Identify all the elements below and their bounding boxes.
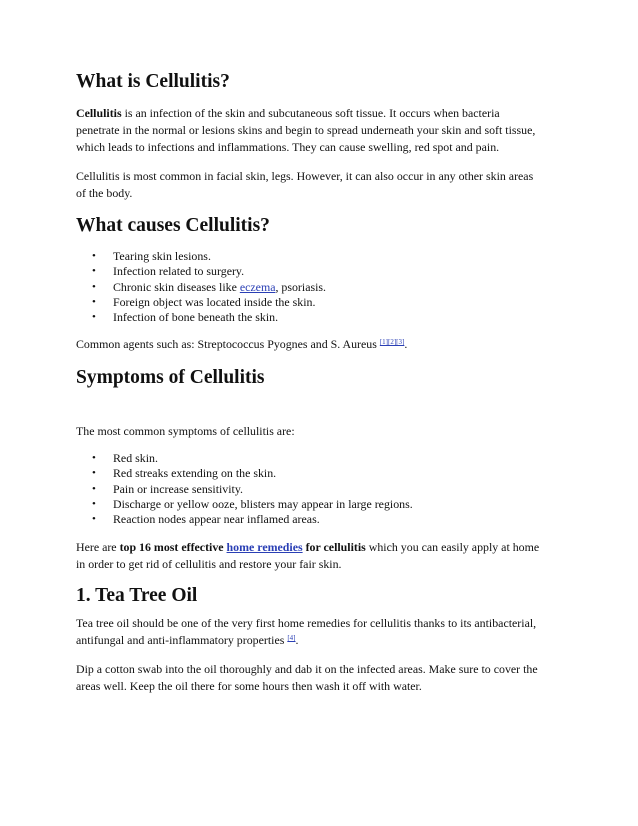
list-item-text: Pain or increase sensitivity. [113,481,243,496]
bullet-icon: • [92,265,96,278]
remedies-line2: in order to get rid of cellulitis and restore your fair skin. [76,556,342,571]
home-remedies-link[interactable]: home remedies [226,540,303,554]
remedies-bold-for: for cellulitis [302,540,366,554]
heading-tea-tree-oil: 1. Tea Tree Oil [76,585,198,606]
bullet-icon: • [92,295,96,308]
paragraph-remedies-intro [76,539,566,573]
definition-line2: penetrate in the normal or lesions skins and begin to spread underneath your skin and soft tissue, [76,122,536,137]
bullet-icon: • [92,497,96,510]
list-item-text-after: , psoriasis. [275,279,327,294]
term-cellulitis: Cellulitis [76,106,122,120]
bullet-icon: • [92,250,96,262]
definition-line1: is an infection of the skin and subcutaneous soft tissue. It occurs when bacteria [121,106,500,120]
paragraph-definition [76,105,566,155]
list-item-text: Foreign object was located inside the skin. [113,294,316,309]
list-item-text: Discharge or yellow ooze, blisters may appear in large regions. [113,496,413,511]
bullet-icon: • [92,513,96,526]
eczema-link[interactable]: eczema [239,279,276,294]
bullet-icon: • [92,280,96,293]
list-item [76,497,566,512]
list-item [76,512,566,527]
agents-end: . [404,337,408,351]
list-item [76,249,566,264]
causes-list [76,249,566,325]
list-item-text: Red streaks extending on the skin. [113,466,277,481]
list-item [76,482,566,497]
common-areas-line2: of the body. [76,185,133,200]
list-item [76,466,566,481]
tea-tree-line2-end: . [295,632,299,647]
definition-line3: which leads to infections and inflammations. They can cause swelling, red spot and pain. [76,139,500,154]
list-item-text: Infection related to surgery. [113,264,245,279]
heading-what-is-cellulitis: What is Cellulitis? [76,71,230,92]
list-item [76,451,566,466]
bullet-icon: • [92,452,96,464]
heading-symptoms: Symptoms of Cellulitis [76,367,265,388]
symptoms-list [76,451,566,527]
list-item [76,295,566,310]
remedies-pre: Here are [76,540,120,554]
list-item-text: Red skin. [113,451,158,465]
list-item-text: Tearing skin lesions. [113,249,211,263]
list-item-text: Reaction nodes appear near inflamed areas. [113,512,320,527]
list-item [76,310,566,325]
list-item [76,280,566,295]
usage-line2: areas well. Keep the oil there for some hours then wash it off with water. [76,678,422,693]
citation-link-4[interactable]: [4] [287,633,296,642]
paragraph-symptoms-intro: The most common symptoms of cellulitis are: [76,424,295,438]
bullet-icon: • [92,467,96,480]
paragraph-tea-tree-usage [76,661,566,695]
tea-tree-line1: Tea tree oil should be one of the very first home remedies for cellulitis thanks to its antibacterial, [76,616,537,630]
paragraph-tea-tree-benefits [76,615,566,649]
usage-line1: Dip a cotton swab into the oil thoroughly and dab it on the infected areas. Make sure to cover the [76,662,538,676]
heading-what-causes: What causes Cellulitis? [76,215,270,236]
agents-text: Common agents such as: Streptococcus Pyognes and S. Aureus [76,337,380,351]
bullet-icon: • [92,482,96,495]
tea-tree-line2: antifungal and anti-inflammatory properties [76,632,288,647]
citation-link-1-2-3[interactable]: [1][2][3] [379,338,405,346]
bullet-icon: • [92,311,96,324]
remedies-bold-count: top 16 most effective [119,540,227,554]
list-item-text: Infection of bone beneath the skin. [113,310,279,325]
paragraph-common-areas [76,168,566,202]
remedies-line1-rest: which you can easily apply at home [365,540,540,554]
paragraph-agents [76,336,566,353]
list-item [76,264,566,279]
common-areas-line1: Cellulitis is most common in facial skin, legs. However, it can also occur in any other skin areas [76,169,534,183]
list-item-text: Chronic skin diseases like [113,279,240,294]
